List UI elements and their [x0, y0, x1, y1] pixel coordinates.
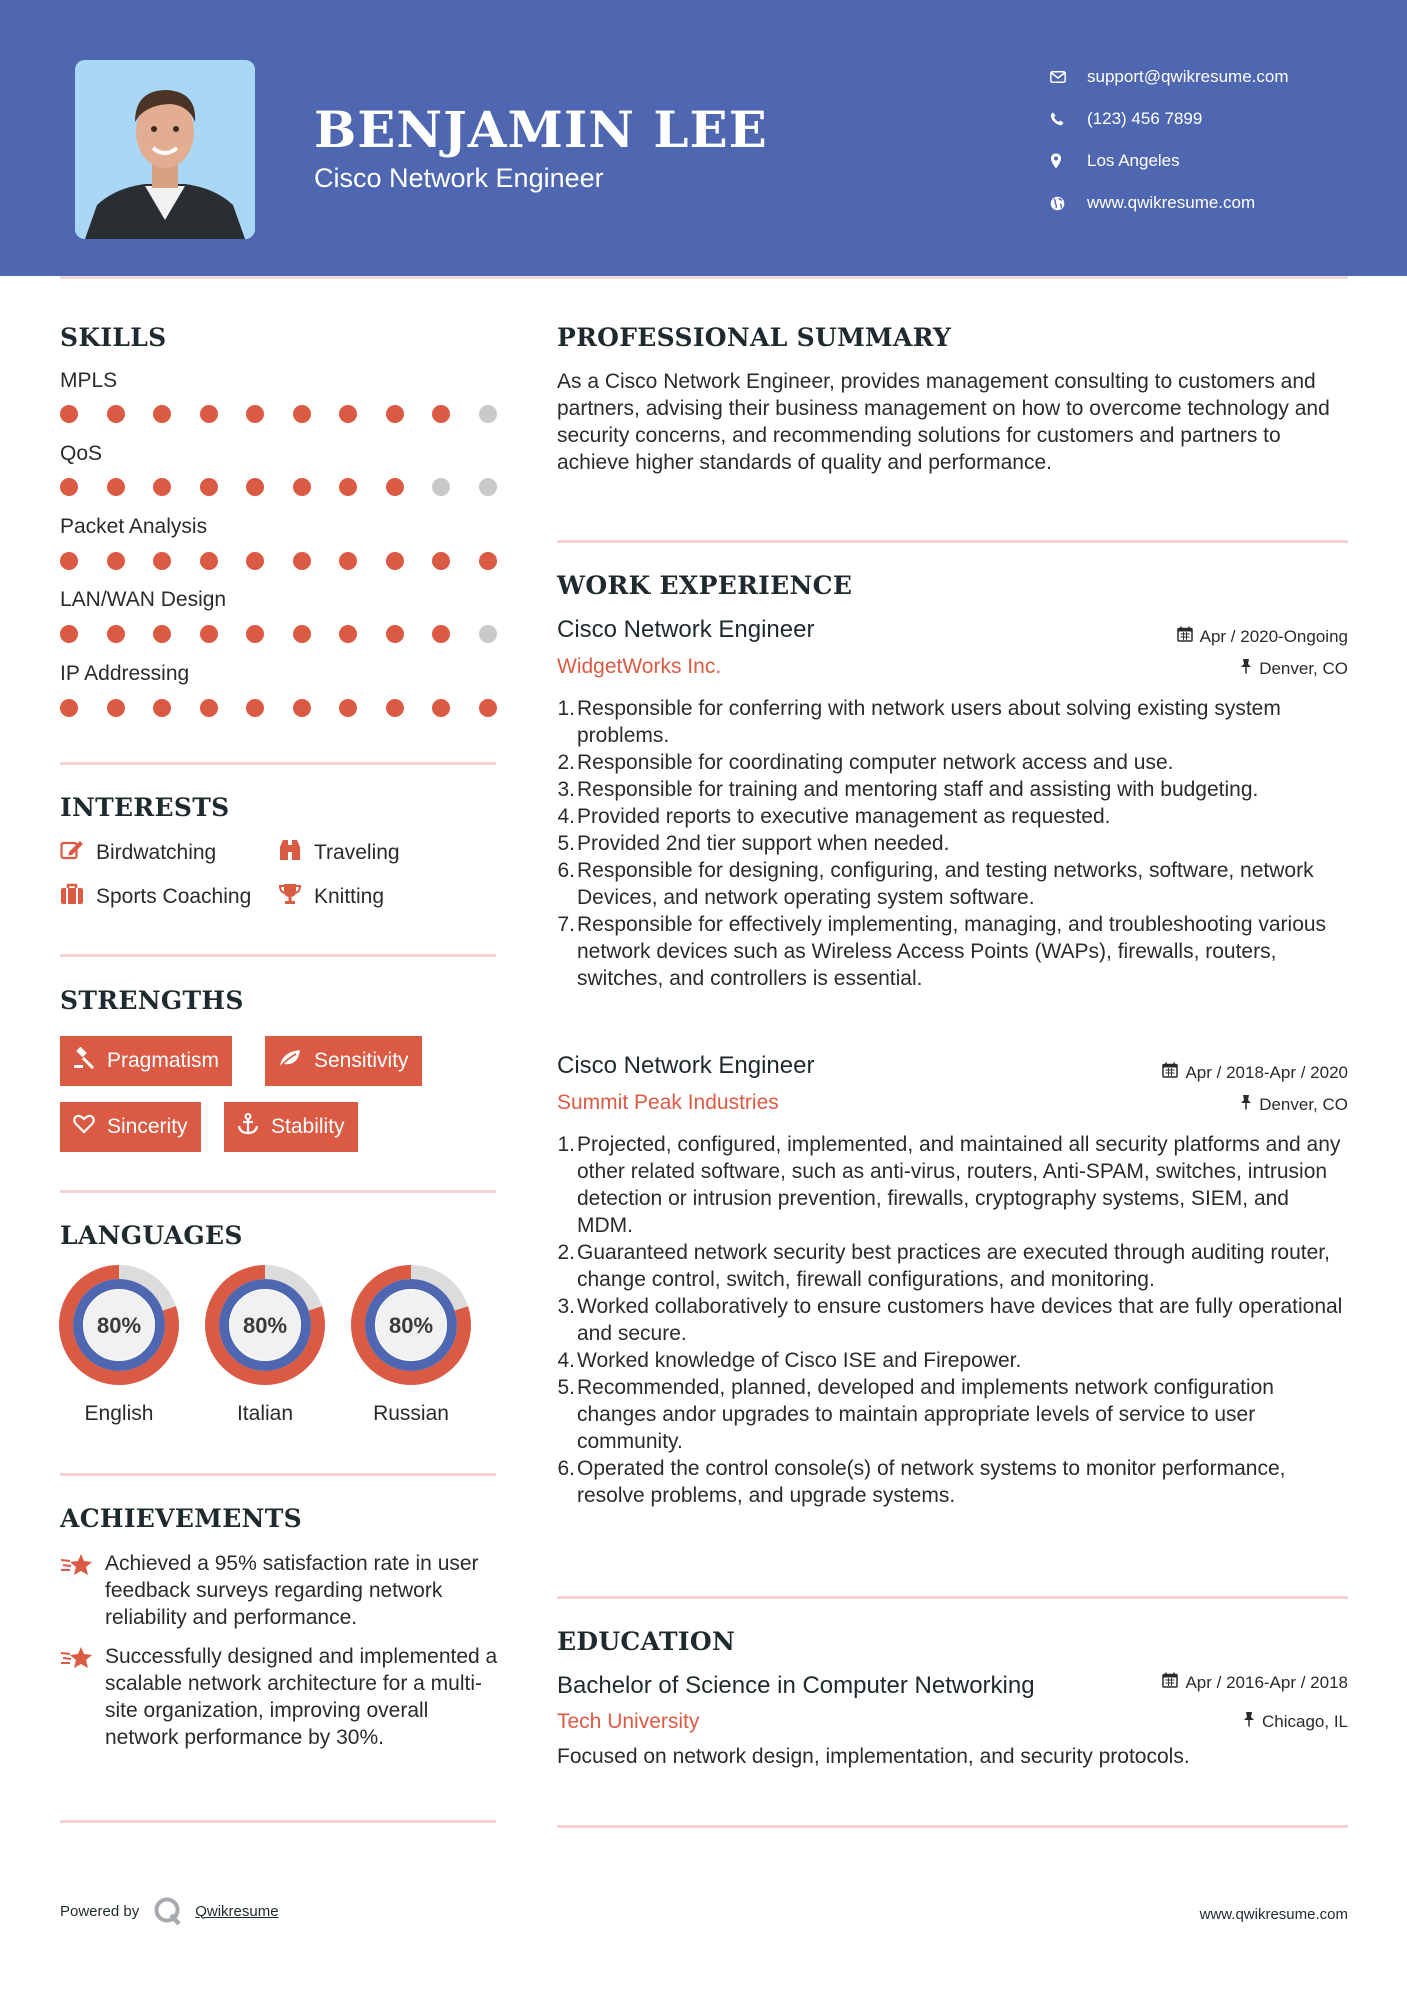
education-description: Focused on network design, implementation, and security protocols. — [557, 1745, 1190, 1768]
degree-title: Bachelor of Science in Computer Networking — [557, 1672, 1035, 1699]
skill-dot-empty — [432, 478, 450, 496]
contact-website-text: www.qwikresume.com — [1087, 193, 1256, 212]
contact-email[interactable] — [1050, 56, 1289, 98]
skill-dot-filled — [200, 699, 218, 717]
job-date-text: Apr / 2020-Ongoing — [1199, 626, 1348, 646]
skill-rating — [60, 625, 525, 643]
calendar-icon — [1177, 626, 1200, 647]
skill-dot-filled — [107, 699, 125, 717]
qwikresume-logo-icon — [153, 1896, 183, 1926]
skill-dot-filled — [107, 552, 125, 570]
heart-icon — [73, 1114, 107, 1140]
list-item: 6. Responsible for designing, configuring, and testing networks, software, network Devices, and network operating system software. — [557, 859, 1314, 909]
leaf-icon — [278, 1048, 314, 1074]
skill-dot-filled — [60, 625, 78, 643]
list-item: 3. Worked collaboratively to ensure customers have devices that are fully operational and secure. — [557, 1295, 1343, 1345]
skill-dot-filled — [339, 405, 357, 423]
contact-location — [1050, 140, 1289, 182]
skill-rating — [60, 405, 525, 423]
gauge-percent-label: 80% — [242, 1313, 288, 1338]
job-bullets — [557, 1131, 1347, 1509]
profile-photo — [75, 60, 255, 239]
skill-dot-filled — [60, 478, 78, 496]
skill-rating — [60, 552, 525, 570]
skill-dot-empty — [479, 478, 497, 496]
footer-url[interactable]: www.qwikresume.com — [1199, 1906, 1348, 1923]
skill-dot-filled — [293, 478, 311, 496]
candidate-name: BENJAMIN LEE — [314, 100, 768, 159]
interest-label: Knitting — [314, 885, 385, 908]
education-heading: EDUCATION — [557, 1627, 736, 1656]
interest-item — [60, 883, 251, 911]
achievement-item — [60, 1550, 500, 1631]
section-divider — [60, 1820, 496, 1823]
list-item: 5. Recommended, planned, developed and implements network configuration changes andor upgrades to maintain appropriate levels of service to user community. — [557, 1376, 1274, 1453]
skill-dot-filled — [339, 699, 357, 717]
list-item: 1. Responsible for conferring with network users about solving existing system problems. — [557, 697, 1281, 747]
job-title: Cisco Network Engineer — [557, 616, 815, 643]
qwikresume-link[interactable]: Qwikresume — [195, 1902, 279, 1920]
summary-text: As a Cisco Network Engineer, provides management consulting to customers and partners, advising their business management on how to overcome technology and security concerns, and recommending solutions for customers and partners to achieve higher standards of quality and performance. — [557, 370, 1330, 474]
strength-tag — [60, 1036, 232, 1086]
skill-dot-filled — [246, 552, 264, 570]
interest-item — [278, 883, 384, 911]
job-date — [1162, 1062, 1348, 1083]
job-location — [1240, 1094, 1348, 1115]
education-location — [1243, 1711, 1348, 1732]
education-date — [1162, 1672, 1348, 1693]
language-gauge — [205, 1265, 325, 1385]
job-date-text: Apr / 2018-Apr / 2020 — [1185, 1062, 1348, 1082]
summary-heading: PROFESSIONAL SUMMARY — [557, 323, 952, 352]
skill-dot-filled — [386, 405, 404, 423]
interest-item — [60, 839, 216, 867]
list-item: 7. Responsible for effectively implementing, managing, and troubleshooting various network devices such as Wireless Access Points (WAPs), firewalls, routers, switches, and controllers is essential. — [557, 913, 1327, 990]
skill-dot-filled — [153, 552, 171, 570]
language-name: English — [84, 1402, 154, 1425]
skill-dot-filled — [386, 625, 404, 643]
contact-website[interactable] — [1050, 182, 1289, 224]
contact-location-text: Los Angeles — [1087, 151, 1180, 170]
gavel-icon — [73, 1047, 107, 1075]
skill-dot-filled — [432, 552, 450, 570]
job-date — [1177, 626, 1348, 647]
achievement-text: Successfully designed and implemented a scalable network architecture for a multi-site organization, improving overall network performance by 30%. — [105, 1645, 498, 1749]
section-divider — [60, 1190, 496, 1193]
header — [0, 0, 1407, 276]
skill-name: MPLS — [60, 369, 118, 392]
skill-name: QoS — [60, 442, 103, 465]
education-location-text: Chicago, IL — [1262, 1711, 1348, 1731]
interests-heading: INTERESTS — [60, 793, 230, 822]
strength-tag — [60, 1102, 201, 1152]
anchor-icon — [237, 1113, 271, 1141]
section-divider — [557, 1825, 1348, 1828]
job-location-text: Denver, CO — [1259, 1094, 1348, 1114]
list-item: 4. Provided reports to executive management as requested. — [557, 805, 1111, 828]
globe-icon — [1050, 196, 1087, 211]
skill-dot-filled — [293, 625, 311, 643]
interest-label: Sports Coaching — [96, 885, 252, 908]
header-divider — [60, 276, 1348, 279]
skill-dot-filled — [293, 552, 311, 570]
skill-dot-filled — [107, 625, 125, 643]
skill-rating — [60, 478, 525, 496]
skill-dot-filled — [386, 478, 404, 496]
candidate-title: Cisco Network Engineer — [314, 163, 604, 193]
phone-icon — [1050, 112, 1087, 126]
skill-dot-filled — [200, 478, 218, 496]
skill-dot-filled — [432, 405, 450, 423]
education-date-text: Apr / 2016-Apr / 2018 — [1185, 1672, 1348, 1692]
calendar-icon — [1162, 1672, 1185, 1693]
binoculars-icon — [278, 839, 314, 867]
pushpin-icon — [1243, 1711, 1262, 1732]
interest-label: Traveling — [314, 841, 400, 864]
job-location — [1240, 658, 1348, 679]
achievement-text: Achieved a 95% satisfaction rate in user feedback surveys regarding network reliability and performance. — [105, 1552, 479, 1629]
job-title: Cisco Network Engineer — [557, 1052, 815, 1079]
skill-dot-filled — [339, 625, 357, 643]
skill-dot-filled — [246, 699, 264, 717]
section-divider — [557, 540, 1348, 543]
interest-item — [278, 839, 400, 867]
achievement-item — [60, 1643, 500, 1751]
skill-dot-filled — [246, 405, 264, 423]
list-item: 4. Worked knowledge of Cisco ISE and Firepower. — [557, 1349, 1022, 1372]
pushpin-icon — [1240, 1094, 1259, 1115]
skill-dot-filled — [60, 699, 78, 717]
achievements-heading: ACHIEVEMENTS — [60, 1504, 302, 1533]
pencil-square-icon — [60, 839, 96, 867]
skill-dot-filled — [153, 699, 171, 717]
calendar-icon — [1162, 1062, 1185, 1083]
job-bullets — [557, 695, 1347, 992]
list-item: 3. Responsible for training and mentoring staff and assisting with budgeting. — [557, 778, 1259, 801]
shooting-star-icon — [60, 1643, 105, 1751]
skill-dot-filled — [386, 699, 404, 717]
section-divider — [60, 1473, 496, 1476]
pushpin-icon — [1240, 658, 1259, 679]
gauge-percent-label: 80% — [388, 1313, 434, 1338]
skill-dot-filled — [386, 552, 404, 570]
skills-heading: SKILLS — [60, 323, 167, 352]
skill-dot-filled — [153, 625, 171, 643]
strengths-heading: STRENGTHS — [60, 986, 244, 1015]
skill-dot-filled — [293, 405, 311, 423]
skill-dot-filled — [432, 625, 450, 643]
shooting-star-icon — [60, 1550, 105, 1631]
powered-by-text: Powered by — [60, 1902, 140, 1920]
list-item: 1. Projected, configured, implemented, and maintained all security platforms and any other related software, such as anti-virus, routers, Anti-SPAM, switches, intrusion detection or intrusion prevention, firewalls, cryptography systems, SIEM, and MDM. — [557, 1133, 1341, 1237]
list-item: 2. Responsible for coordinating computer network access and use. — [557, 751, 1174, 774]
strength-label: Pragmatism — [107, 1049, 220, 1072]
skill-dot-filled — [153, 405, 171, 423]
skill-dot-filled — [153, 478, 171, 496]
skill-dot-filled — [200, 405, 218, 423]
language-gauge — [351, 1265, 471, 1385]
strength-tag — [224, 1102, 358, 1152]
company-name: WidgetWorks Inc. — [557, 655, 722, 678]
language-name: Russian — [373, 1402, 449, 1425]
skill-dot-filled — [200, 625, 218, 643]
skill-dot-filled — [293, 699, 311, 717]
section-divider — [60, 954, 496, 957]
skill-dot-empty — [479, 625, 497, 643]
contact-list — [1050, 56, 1289, 224]
skill-dot-filled — [339, 552, 357, 570]
contact-phone-text: (123) 456 7899 — [1087, 109, 1203, 128]
section-divider — [60, 762, 496, 765]
list-item: 5. Provided 2nd tier support when needed. — [557, 832, 950, 855]
skill-dot-filled — [60, 405, 78, 423]
list-item: 2. Guaranteed network security best practices are executed through auditing router, change control, switch, firewall configurations, and monitoring. — [557, 1241, 1330, 1291]
interest-label: Birdwatching — [96, 841, 217, 864]
list-item: 6. Operated the control console(s) of network systems to monitor performance, resolve problems, and upgrade systems. — [557, 1457, 1286, 1507]
skill-dot-filled — [60, 552, 78, 570]
language-name: Italian — [236, 1402, 294, 1425]
contact-email-text: support@qwikresume.com — [1087, 67, 1289, 86]
skill-dot-empty — [479, 405, 497, 423]
skill-dot-filled — [107, 405, 125, 423]
skill-name: Packet Analysis — [60, 515, 208, 538]
trophy-icon — [278, 883, 314, 911]
language-gauge — [59, 1265, 179, 1385]
envelope-icon — [1050, 71, 1087, 83]
skill-dot-filled — [479, 552, 497, 570]
strength-label: Sensitivity — [314, 1049, 409, 1072]
skill-dot-filled — [339, 478, 357, 496]
job-location-text: Denver, CO — [1259, 658, 1348, 678]
skill-dot-filled — [246, 625, 264, 643]
strength-label: Stability — [271, 1115, 345, 1138]
skill-name: LAN/WAN Design — [60, 588, 227, 611]
strength-tag — [265, 1036, 422, 1086]
footer-powered-by — [60, 1896, 279, 1926]
languages-heading: LANGUAGES — [60, 1221, 243, 1250]
skill-name: IP Addressing — [60, 662, 190, 685]
company-name: Summit Peak Industries — [557, 1091, 779, 1114]
gauge-percent-label: 80% — [96, 1313, 142, 1338]
experience-heading: WORK EXPERIENCE — [557, 571, 853, 600]
skill-dot-filled — [479, 699, 497, 717]
strength-label: Sincerity — [107, 1115, 188, 1138]
skill-dot-filled — [107, 478, 125, 496]
school-name: Tech University — [557, 1710, 700, 1733]
skill-dot-filled — [432, 699, 450, 717]
skill-dot-filled — [246, 478, 264, 496]
section-divider — [557, 1596, 1348, 1599]
skill-dot-filled — [200, 552, 218, 570]
briefcase-icon — [60, 883, 96, 911]
contact-phone[interactable] — [1050, 98, 1289, 140]
map-pin-icon — [1050, 153, 1087, 169]
skill-rating — [60, 699, 525, 717]
